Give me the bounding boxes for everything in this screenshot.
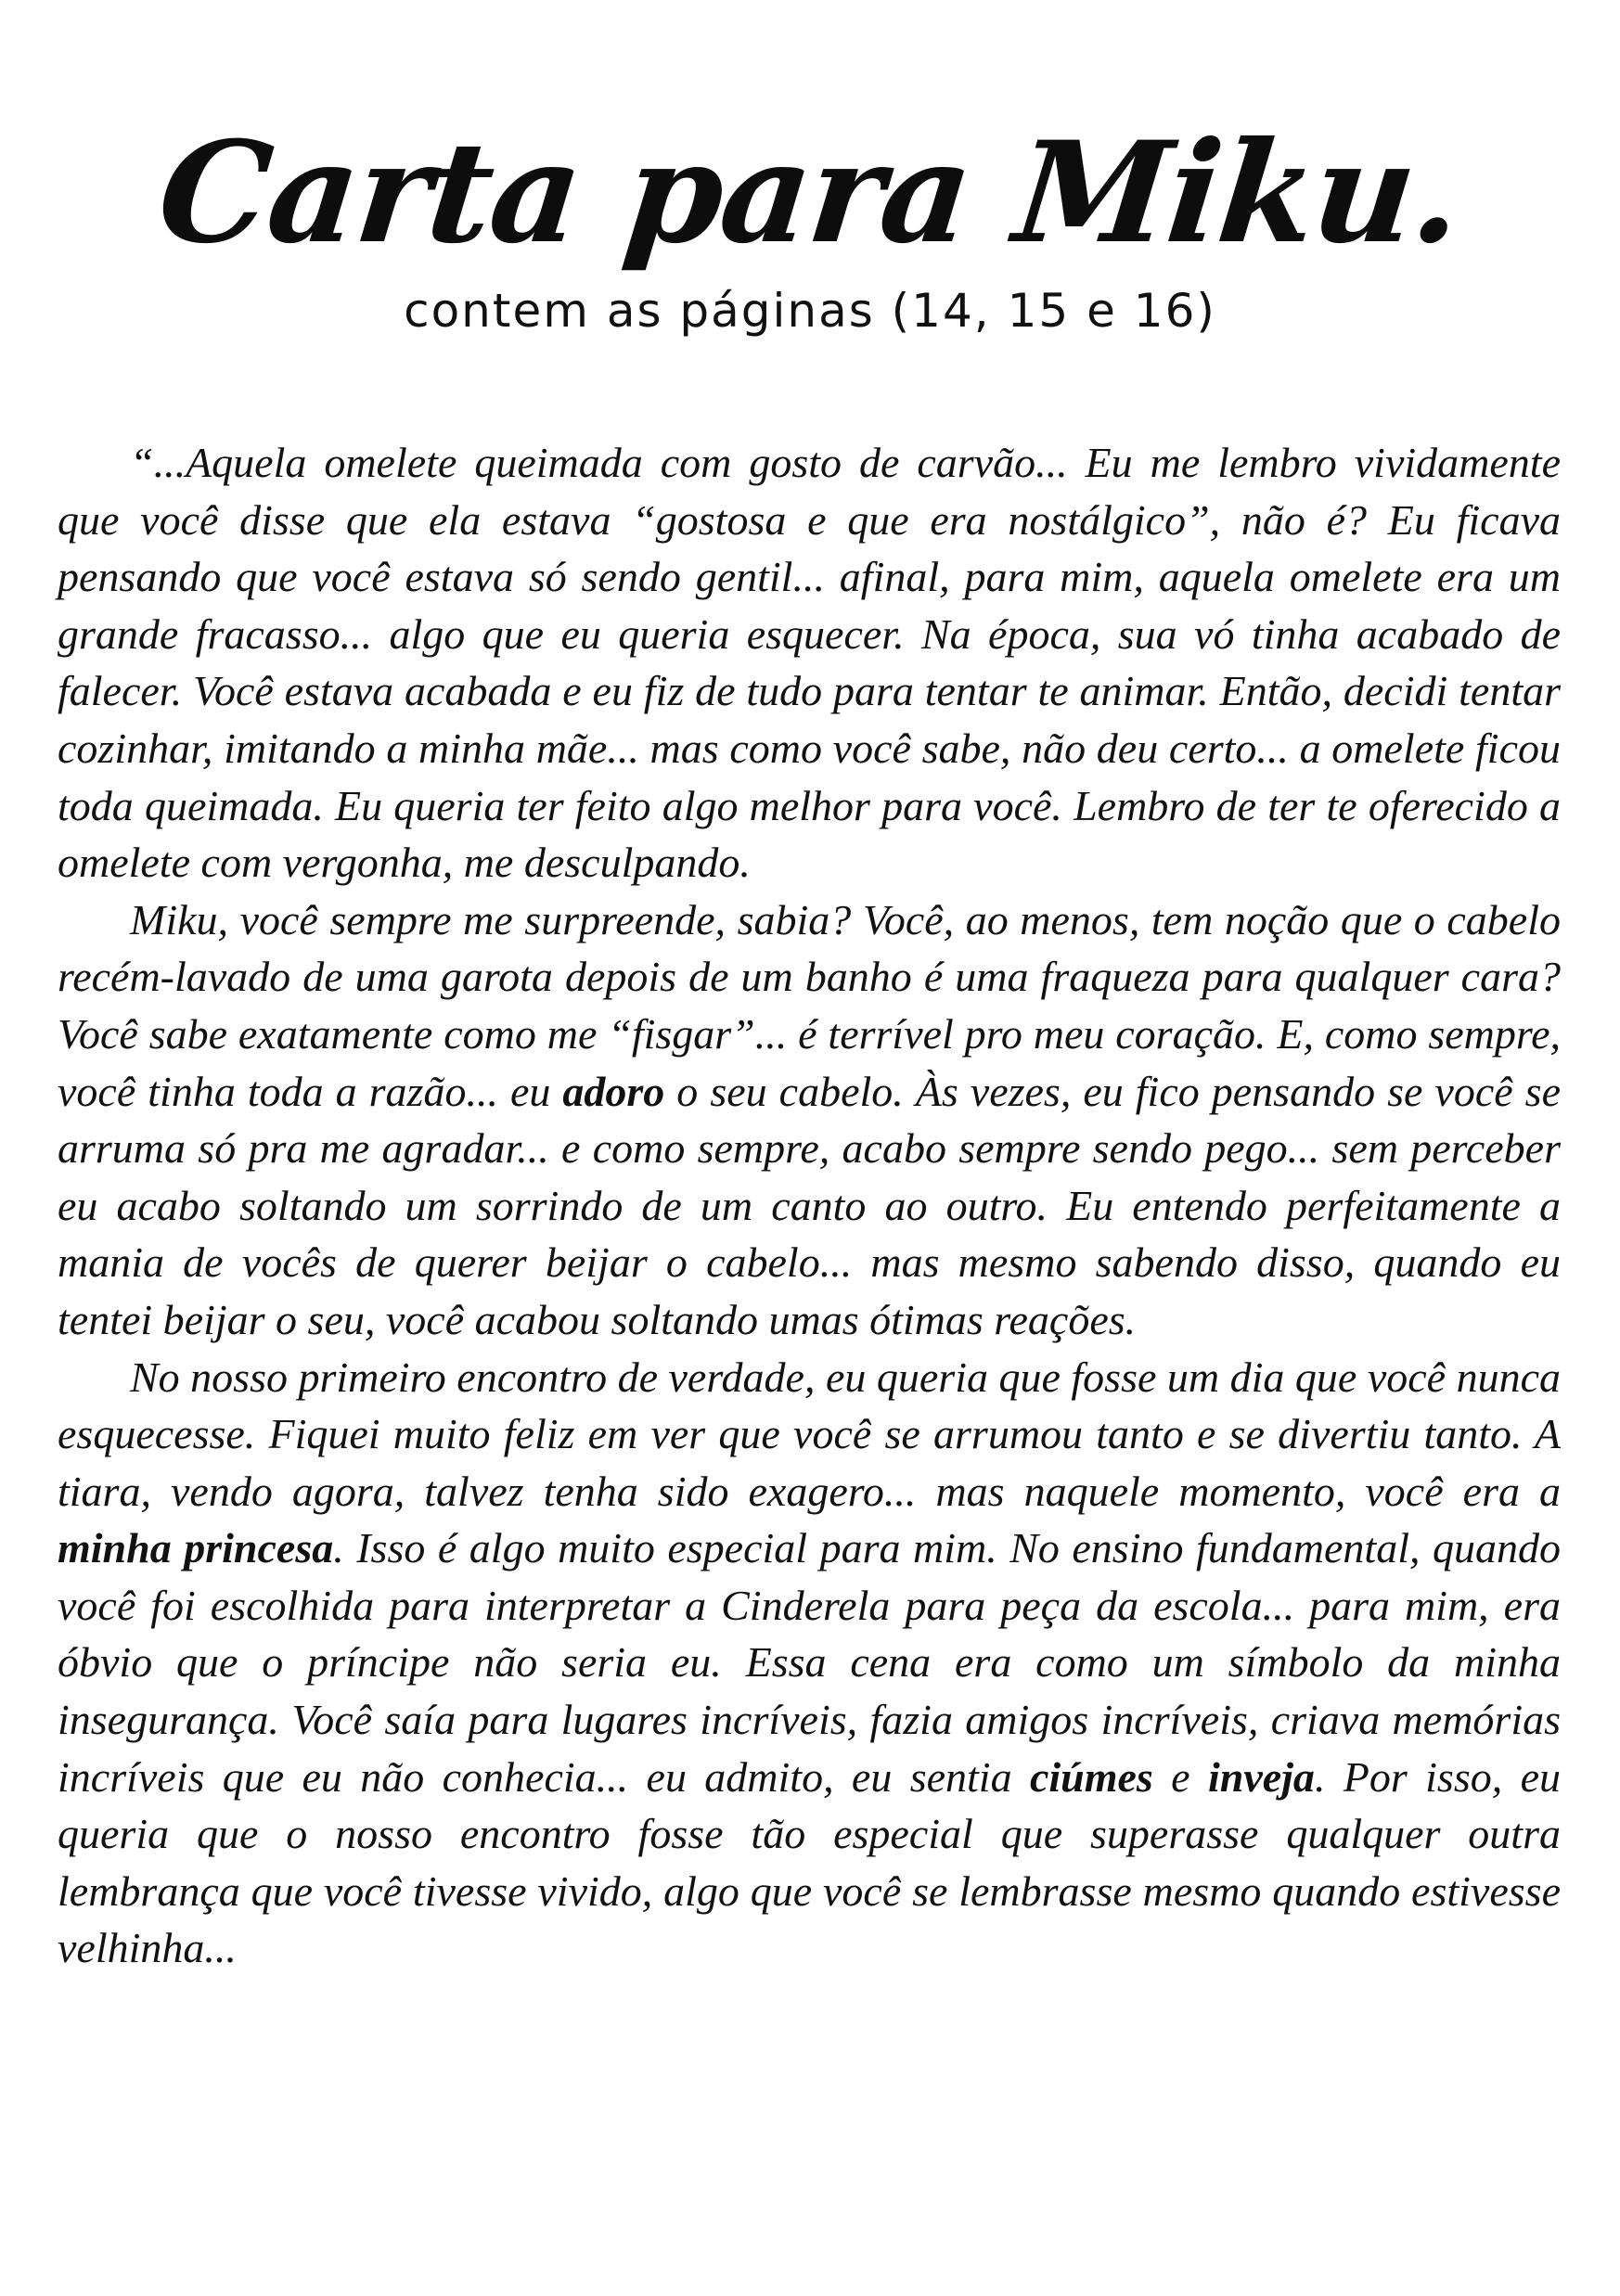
letter-body xyxy=(58,434,1561,1977)
letter-paragraph-2 xyxy=(58,891,1561,1349)
letter-paragraph-3 xyxy=(58,1349,1561,1978)
paragraph-text: e xyxy=(1152,1752,1208,1801)
paragraph-text: No nosso primeiro encontro de verdade, eu queria que fosse um dia que você nunca esquecesse. Fiquei muito feliz em ver que você se arrumou tanto e se divertiu tanto. A tiara, vendo agora, talvez tenha sido exagero... mas naquele momento, você era a xyxy=(58,1353,1561,1515)
paragraph-text: “...Aquela omelete queimada com gosto de carvão... Eu me lembro vividamente que você disse que ela estava “gostosa e que era nostálgico”, não é? Eu ficava pensando que você estava só sendo gentil... afinal, para mim, aquela omelete era um grande fracasso... algo que eu queria esquecer. Na época, sua vó tinha acabado de falecer. Você estava acabada e eu fiz de tudo para tentar te animar. Então, decidi tentar cozinhar, imitando a minha mãe... mas como você sabe, não deu certo... a omelete ficou toda queimada. Eu queria ter feito algo melhor para você. Lembro de ter te oferecido a omelete com vergonha, me desculpando. xyxy=(58,439,1561,887)
page-title: Carta para Miku. xyxy=(151,111,1469,275)
paragraph-text: o seu cabelo. Às vezes, eu fico pensando se você se arruma só pra me agradar... e como sempre, acabo sempre sendo pego... sem perceber eu acabo soltando um sorrindo de um canto ao outro. Eu entendo perfeitamente a mania de vocês de querer beijar o cabelo... mas mesmo sabendo disso, quando eu tentei beijar o seu, você acabou soltando umas ótimas reações. xyxy=(58,1067,1562,1343)
paragraph-text: . Isso é algo muito especial para mim. No ensino fundamental, quando você foi escolhida para interpretar a Cinderela para peça da escola... para mim, era óbvio que o príncipe não seria eu. Essa cena era como um símbolo da minha insegurança. Você saía para lugares incríveis, fazia amigos incríveis, criava memórias incríveis que eu não conhecia... eu admito, eu sentia xyxy=(58,1524,1561,1801)
emphasis-text: inveja xyxy=(1207,1752,1315,1801)
paragraph-text: Miku, você sempre me surpreende, sabia? Você, ao menos, tem noção que o cabelo recém-lavado de uma garota depois de um banho é uma fraqueza para qualquer cara? Você sabe exatamente como me “fisgar”... é terrível pro meu coração. E, como sempre, você tinha toda a razão... eu xyxy=(58,895,1561,1115)
letter-paragraph-1 xyxy=(58,434,1561,891)
emphasis-text: adoro xyxy=(562,1067,665,1115)
page-subtitle: contem as páginas (14, 15 e 16) xyxy=(404,284,1216,338)
paragraph-text: . Por isso, eu queria que o nosso encontro fosse tão especial que superasse qualquer outra lembrança que você tivesse vivido, algo que você se lembrasse mesmo quando estivesse velhinha... xyxy=(58,1752,1561,1972)
emphasis-text: minha princesa xyxy=(58,1524,334,1572)
emphasis-text: ciúmes xyxy=(1029,1752,1153,1801)
